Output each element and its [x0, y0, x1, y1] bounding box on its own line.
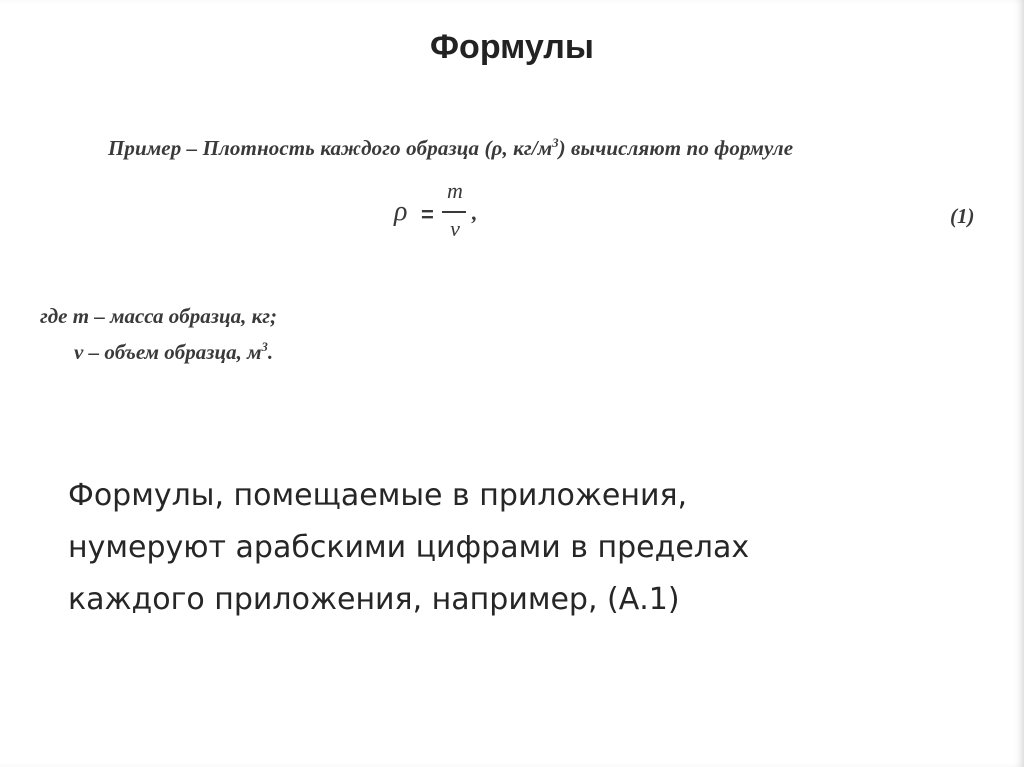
example-intro-tail: ) вычисляют по формуле — [558, 136, 794, 160]
where-line-mass: где m – масса образца, кг; — [40, 304, 278, 328]
fraction-bar — [442, 211, 466, 213]
equation-number: (1) — [950, 204, 975, 228]
where-volume-text: v – объем образца, м — [74, 340, 262, 364]
formula-numerator: m — [447, 178, 463, 203]
where-line-volume — [74, 340, 273, 365]
where-volume-tail: . — [267, 340, 274, 364]
slide-title: Формулы — [430, 28, 594, 66]
formula-denominator: v — [450, 216, 460, 241]
body-line: Формулы, помещаемые в приложения, — [68, 478, 688, 513]
formula-equals: = — [421, 202, 434, 227]
formula-comma: , — [472, 200, 478, 225]
example-intro-text: Пример – Плотность каждого образца (ρ, кг/м — [108, 136, 553, 160]
example-intro-line — [108, 136, 793, 161]
body-line: каждого приложения, например, (А.1) — [68, 582, 680, 617]
formula-rho: ρ — [394, 196, 408, 227]
where-volume-sup: 3 — [261, 340, 268, 354]
example-intro-sup: 3 — [552, 136, 559, 150]
body-paragraph — [68, 470, 968, 626]
density-formula — [394, 178, 514, 258]
body-line: нумеруют арабскими цифрами в пределах — [68, 530, 750, 565]
example-scan — [0, 130, 1024, 380]
